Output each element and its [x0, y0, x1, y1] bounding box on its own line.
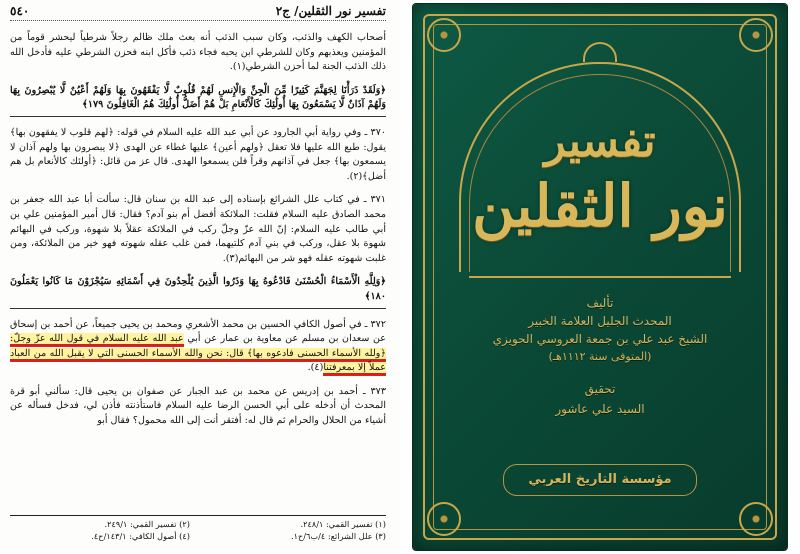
editor-label: تحقيق — [584, 382, 616, 396]
running-title: تفسير نور الثقلين/ ج٢ — [275, 4, 386, 18]
footnote-4: (٤) أصول الكافي: ١٤٣/١/ح٤. — [91, 531, 190, 541]
author-line1: المحدث الجليل العلامة الخبير — [528, 314, 672, 328]
paragraph-372-tail: (٤). — [307, 362, 324, 374]
footnote-2: (٢) تفسير القمي: ٢٤٩/١. — [104, 519, 190, 529]
paragraph-372-lead: ٣٧٢ ـ في أصول الكافي الحسين بن محمد الأشعري ومحمد بن يحيى جميعاً، عن أحمد بن إسحاق عن سعدان بن مسلم عن معاوية بن عمار عن أبي — [10, 318, 386, 345]
verse-180: ﴿وَلِلَّهِ الْأَسْمَاءُ الْحُسْنَىٰ فَادْعُوهُ بِهَا وَذَرُوا الَّذِينَ يُلْحِدُونَ فِي أَسْمَائِهِ سَيُجْزَوْنَ مَا كَانُوا يَعْمَلُونَ ١٨٠﴾ — [10, 275, 386, 308]
corner-ornament-icon — [739, 502, 773, 536]
corner-ornament-icon — [739, 18, 773, 52]
corner-ornament-icon — [427, 18, 461, 52]
publisher: مؤسسة التاريخ العربي — [528, 472, 672, 487]
cover-photo — [400, 0, 800, 554]
paragraph-373: ٣٧٣ ـ أحمد بن إدريس عن محمد بن عبد الجبار عن صفوان بن يحيى قال: سألني أبو قرة المحدث أن أدخله على أبي الحسن الرضا عليه السلام فاستأذنته فأذن لي، فدخل فسأله عن أشياء من الحلال والحرام ثم قال له: أفتقر أنت إلى الله محمول؟ فقال أبو — [10, 385, 386, 427]
running-head — [10, 4, 386, 21]
author-date: (المتوفى سنة ١١١٢هـ) — [548, 350, 652, 363]
highlighted-passage: عبد الله عليه السلام في قول الله عزّ وجلّ: ﴿ولله الأسماء الحسنى فادعوه بها﴾ قال: نحن والله الأسماء الحسنى التي لا يقبل الله من العباد عملاً إلا بمعرفتنا — [10, 333, 386, 374]
footnote-3: (٣) علل الشرائع: ٤/ب٦/ح١. — [290, 531, 386, 541]
paragraph-370: ٣٧٠ ـ وفي رواية أبي الجارود عن أبي عبد الله عليه السلام في قوله: ﴿لهم قلوب لا يفقهون بها﴾ يقول: طبع الله عليها فلا تعقل ﴿ولهم أعين﴾ عليها غطاء عن الهدى ﴿لا يبصرون بها ولهم آذان لا يسمعون بها﴾ جعل في آذانهم وقراً فلن يسمعوا الهدى. قال عز من قائل: ﴿أولئك كالأنعام بل هم أضل﴾(٢). — [10, 126, 387, 182]
footnotes — [10, 515, 386, 542]
verse-179: ﴿وَلَقَدْ ذَرَأْنَا لِجَهَنَّمَ كَثِيرًا مِّنَ الْجِنِّ وَالْإِنسِ لَهُمْ قُلُوبٌ لَّا يَفْقَهُونَ بِهَا وَلَهُمْ أَعْيُنٌ لَّا يُبْصِرُونَ بِهَا وَلَهُمْ آذَانٌ لَّا يَسْمَعُونَ بِهَا أُولَٰئِكَ كَالْأَنْعَامِ بَلْ هُمْ أَضَلُّ أُولَٰئِكَ هُمُ الْغَافِلُونَ ١٧٩﴾ — [10, 84, 386, 117]
cover-title-line1: تفسير — [544, 116, 656, 167]
paragraph-372 — [10, 318, 386, 376]
page-number: ٥٤٠ — [10, 4, 30, 18]
editor-name: السيد علي عاشور — [555, 402, 645, 416]
cover-title-line2: نور الثقلين — [472, 172, 728, 240]
book-cover — [413, 4, 787, 550]
author-line2: الشيخ عبد علي بن جمعة العروسي الحويزي — [492, 332, 708, 346]
paragraph-371: ٣٧١ ـ في كتاب علل الشرائع بإسناده إلى عبد الله بن سنان قال: سألت أبا عبد الله جعفر بن محمد الصادق عليه السلام فقلت: الملائكة أفضل أم بنو آدم؟ فقال: قال أمير المؤمنين علي بن أبي طالب عليه السلام: إنّ الله عزّ وجلّ ركب في الملائكة عقلاً بلا شهوة، وركب في البهائم شهوة بلا عقل، وركب في بني آدم كلتيهما، فمن غلب عقله شهوته فهو خير من الملائكة، ومن غلبت شهوته عقله فهو شر من البهائم(٣). — [10, 194, 386, 264]
cover-divider — [469, 276, 731, 278]
paragraph-intro: أصحاب الكهف والذئب، وكان سبب الذئب أنه بعث ملك ظالم رجلاً شرطياً ليحشر قوماً من المؤمنين ويعذبهم وكان للشرطي ابن يحبه فجاء ذئب فأكل ابنه فحزن الشرطي عليه فأدخل الله ذلك الذئب الجنة لما أحزن الشرطي(١). — [10, 32, 386, 73]
corner-ornament-icon — [427, 502, 461, 536]
author-label: تأليف — [586, 296, 614, 310]
footnote-1: (١) تفسير القمي: ٢٤٨/١. — [300, 519, 386, 529]
